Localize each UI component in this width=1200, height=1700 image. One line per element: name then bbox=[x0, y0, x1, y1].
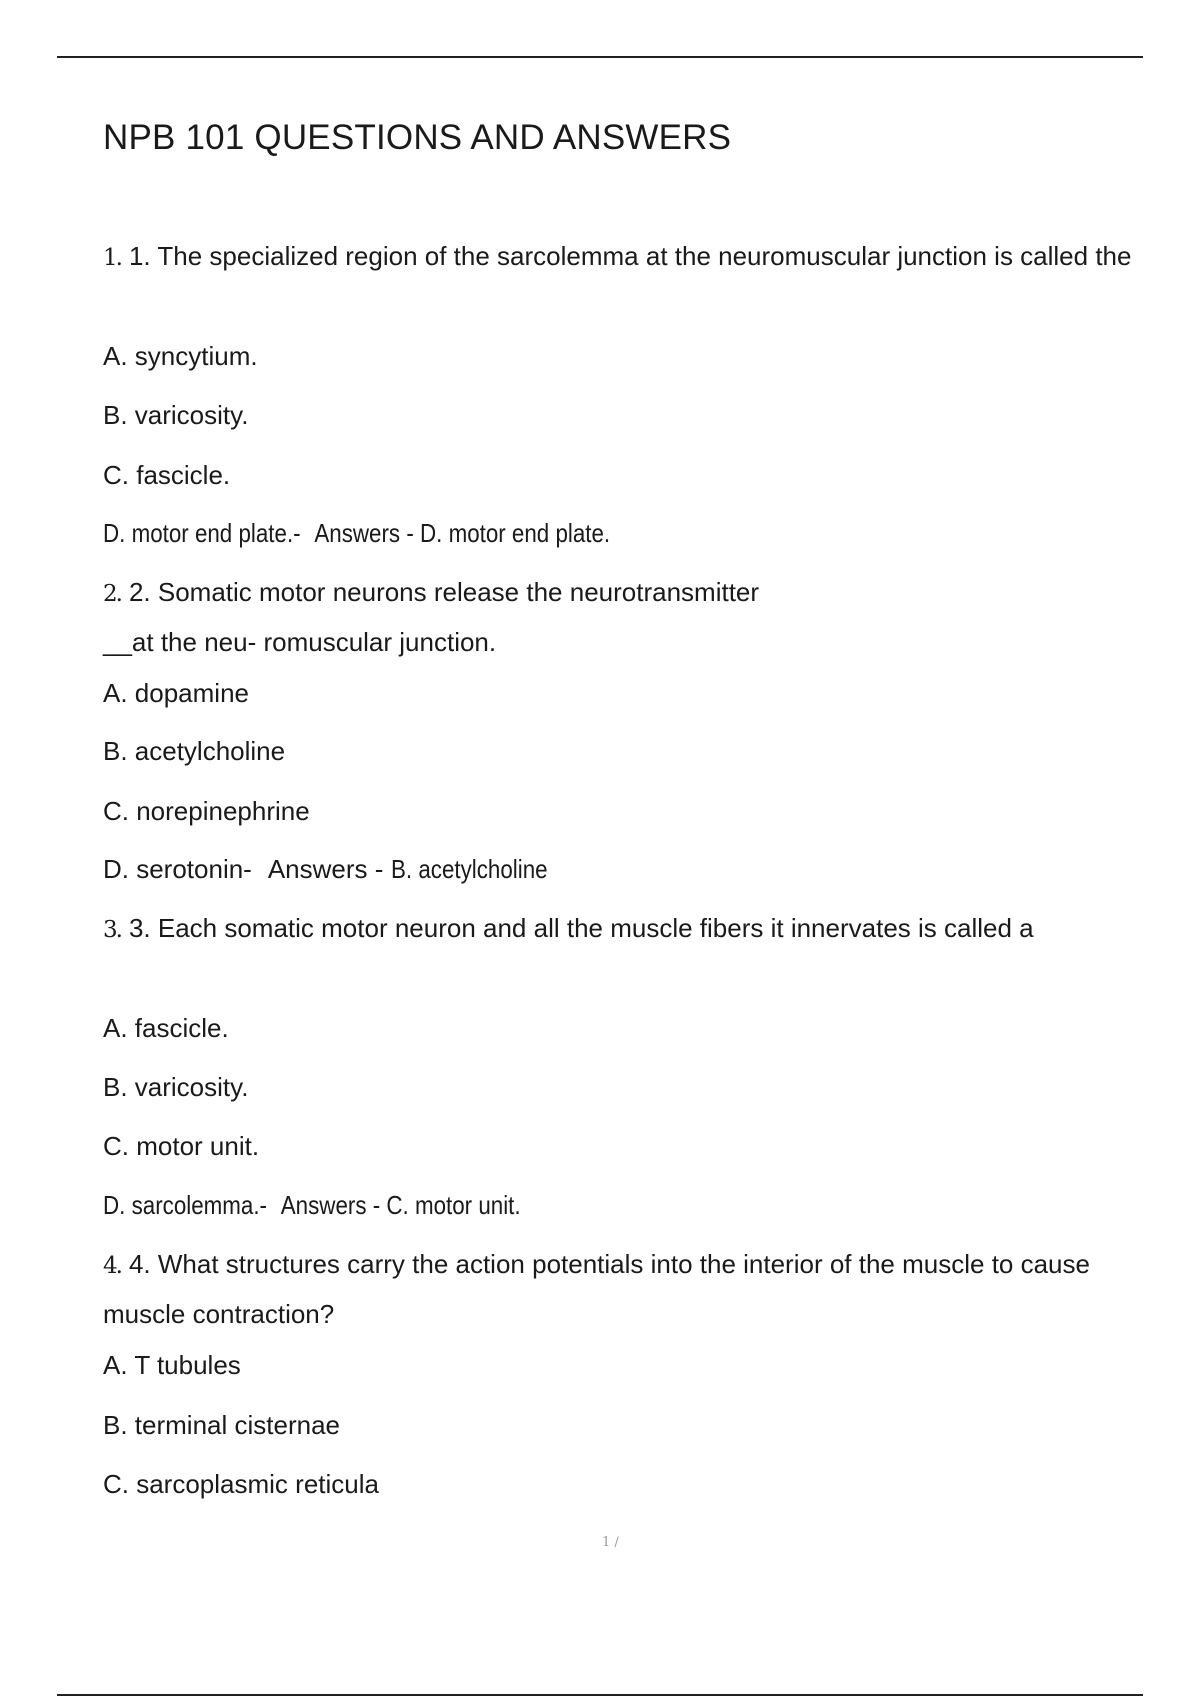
option-d-with-answer: D. serotonin- Answers - B. acetylcholine bbox=[103, 854, 548, 884]
bottom-rule bbox=[57, 1694, 1143, 1696]
option-b: B. varicosity. bbox=[103, 1072, 249, 1102]
option-a: A. T tubules bbox=[103, 1350, 241, 1380]
option-b: B. terminal cisternae bbox=[103, 1410, 340, 1440]
page-number: 1 / bbox=[602, 1535, 619, 1550]
option-d-with-answer: D. sarcolemma.- Answers - C. motor unit. bbox=[103, 1190, 521, 1220]
option-a: A. fascicle. bbox=[103, 1013, 229, 1043]
question-text: 1. 1. The specialized region of the sarcolemma at the neuromuscular junction is called the bbox=[103, 241, 1132, 271]
option-b: B. varicosity. bbox=[103, 400, 249, 430]
option-d: D. sarcolemma.- bbox=[103, 1190, 268, 1220]
answer-value: C. motor unit. bbox=[386, 1190, 521, 1220]
option-d: D. motor end plate.- bbox=[103, 518, 301, 548]
answer-value: D. motor end plate. bbox=[419, 518, 611, 548]
answer-value: B. acetylcholine bbox=[390, 854, 548, 884]
option-c: C. fascicle. bbox=[103, 460, 231, 490]
option-d: D. serotonin- bbox=[103, 854, 252, 884]
question-block-1 bbox=[103, 232, 1143, 282]
question-number: 2. bbox=[103, 581, 121, 607]
question-number: 1. bbox=[103, 245, 121, 271]
question-number: 4. bbox=[103, 1253, 121, 1279]
answer-label: Answers bbox=[280, 1190, 367, 1220]
option-c: C. motor unit. bbox=[103, 1131, 260, 1161]
question-text: 2. 2. Somatic motor neurons release the neurotransmitter bbox=[103, 577, 760, 607]
option-c: C. norepinephrine bbox=[103, 796, 310, 826]
question-number: 3. bbox=[103, 917, 121, 943]
option-b: B. acetylcholine bbox=[103, 736, 286, 766]
option-c: C. sarcoplasmic reticula bbox=[103, 1469, 379, 1499]
answer-label: Answers bbox=[267, 854, 368, 884]
option-d-with-answer: D. motor end plate.- Answers - D. motor end plate. bbox=[103, 518, 611, 548]
question-text: 4. 4. What structures carry the action potentials into the interior of the muscle to cause muscle contraction? bbox=[103, 1249, 1090, 1329]
option-a: A. dopamine bbox=[103, 678, 249, 708]
top-rule bbox=[57, 56, 1143, 58]
option-a: A. syncytium. bbox=[103, 341, 258, 371]
question-block-2 bbox=[103, 568, 1143, 666]
question-block-3 bbox=[103, 904, 1143, 954]
page-title: NPB 101 QUESTIONS AND ANSWERS bbox=[103, 118, 732, 157]
question-text-continued: __at the neu- romuscular junction. bbox=[103, 627, 497, 657]
question-text: 3. 3. Each somatic motor neuron and all the muscle fibers it innervates is called a bbox=[103, 913, 1034, 943]
question-block-4 bbox=[103, 1240, 1143, 1338]
answer-label: Answers bbox=[314, 518, 401, 548]
